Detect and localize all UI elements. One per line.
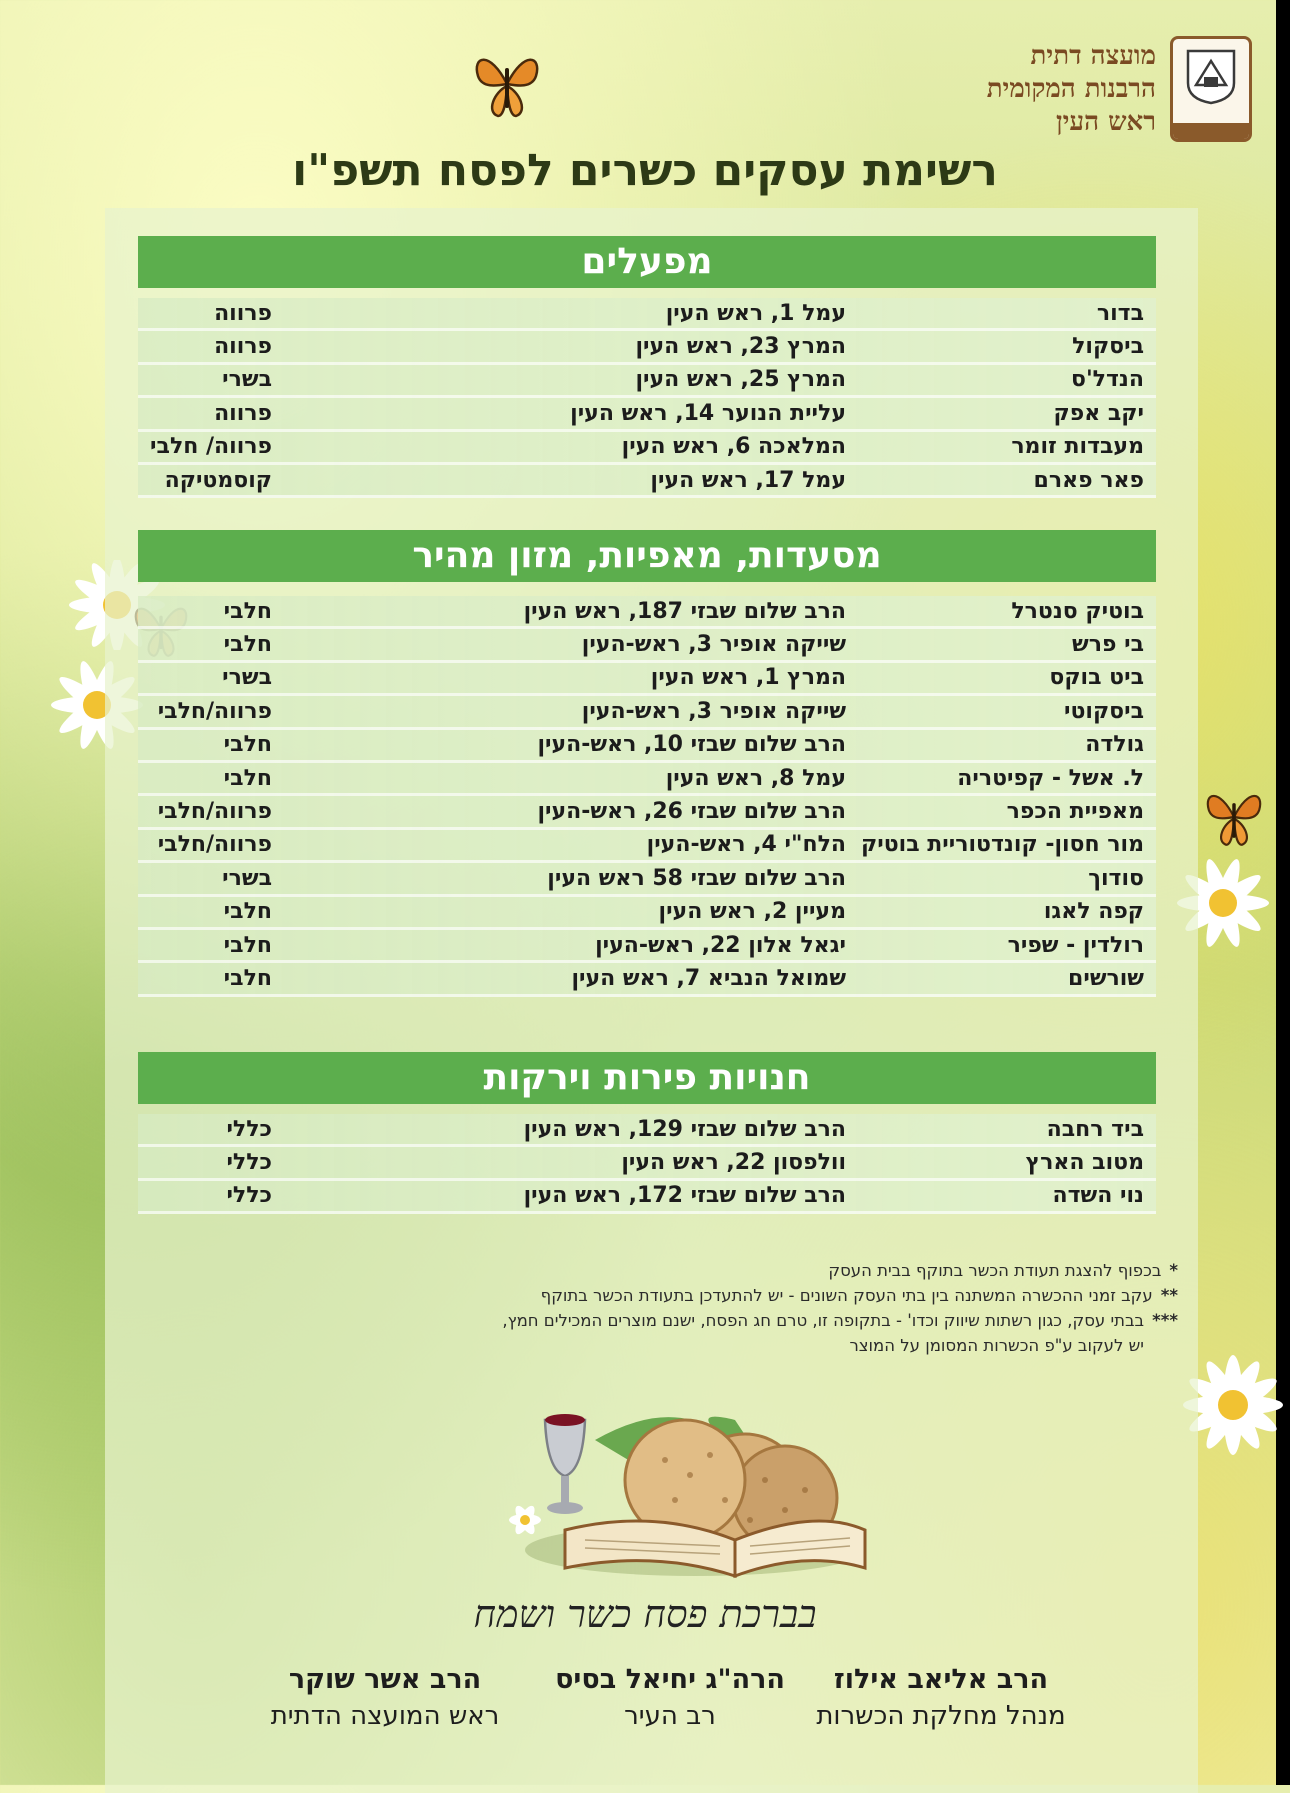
list-item	[138, 796, 1156, 829]
business-address: יגאל אלון 22, ראש-העין	[595, 932, 846, 958]
list-item	[138, 897, 1156, 930]
business-name: יקב אפק	[1053, 400, 1144, 426]
kashrut-type: חלבי	[223, 732, 272, 758]
list-item	[138, 930, 1156, 963]
business-address: מעיין 2, ראש העין	[658, 899, 846, 925]
page-title: רשימת עסקים כשרים לפסח תשפ"ו	[292, 145, 998, 196]
business-name: נוי השדה	[1052, 1183, 1144, 1209]
matzah-book-cup-illustration	[485, 1380, 875, 1590]
business-address: הרב שלום שבזי 129, ראש העין	[523, 1116, 846, 1142]
signer-kashrut-director	[796, 1662, 1086, 1734]
section-header-produce: חנויות פירות וירקות	[138, 1052, 1156, 1104]
business-address: הרב שלום שבזי 172, ראש העין	[523, 1183, 846, 1209]
business-name: מור חסון- קונדטוריית בוטיק	[861, 832, 1144, 858]
list-item	[138, 465, 1156, 498]
list-item	[138, 1181, 1156, 1214]
footnote-text: בכפוף להצגת תעודת הכשר בתוקף בבית העסק	[828, 1261, 1162, 1280]
business-name: מעבדות זומר	[1011, 434, 1144, 460]
business-name: רולדין - שפיר	[1007, 932, 1144, 958]
business-address: שייקה אופיר 3, ראש-העין	[581, 698, 846, 724]
business-name: הנדל'ס	[1070, 367, 1144, 393]
logo-line-rabbinate: הרבנות המקומית	[986, 73, 1156, 104]
signer-role: מנהל מחלקת הכשרות	[816, 1701, 1066, 1731]
section-header-factories: מפעלים	[138, 236, 1156, 288]
list-item	[138, 596, 1156, 629]
list-item	[138, 1114, 1156, 1147]
list-item	[138, 863, 1156, 896]
business-address: עמל 1, ראש העין	[665, 300, 846, 326]
list-item	[138, 298, 1156, 331]
business-name: פאר פארם	[1033, 467, 1144, 493]
kashrut-type: בשרי	[222, 367, 272, 393]
kashrut-type: פרווה/חלבי	[157, 799, 272, 825]
city-crest-icon	[1170, 36, 1252, 142]
business-name: גולדה	[1085, 732, 1144, 758]
business-address: עליית הנוער 14, ראש העין	[570, 400, 846, 426]
list-item	[138, 696, 1156, 729]
signer-name: הרב אליאב אילוז	[833, 1664, 1049, 1695]
kashrut-type: חלבי	[223, 899, 272, 925]
kashrut-type: כללי	[226, 1116, 272, 1142]
kashrut-type: קוסמטיקה	[164, 467, 272, 493]
business-name: ביד רחבה	[1046, 1116, 1144, 1142]
business-name: בי פרש	[1072, 632, 1144, 658]
business-name: ביט בוקס	[1049, 665, 1144, 691]
business-name: סודוך	[1088, 865, 1144, 891]
business-address: הרב שלום שבזי 187, ראש העין	[523, 598, 846, 624]
list-item	[138, 663, 1156, 696]
business-name: מאפיית הכפר	[1006, 799, 1144, 825]
kashrut-type: פרווה	[214, 300, 272, 326]
business-name: ביסקוטי	[1063, 698, 1144, 724]
kashrut-type: חלבי	[223, 932, 272, 958]
kashrut-type: בשרי	[222, 865, 272, 891]
restaurants-list	[138, 596, 1156, 997]
signer-council-head	[250, 1662, 520, 1734]
business-address: עמל 8, ראש העין	[665, 765, 846, 791]
list-item	[138, 365, 1156, 398]
logo-line-council: מועצה דתית	[1030, 40, 1156, 71]
business-name: מטוב הארץ	[1025, 1150, 1144, 1176]
signer-role: ראש המועצה הדתית	[270, 1701, 500, 1731]
list-item	[138, 331, 1156, 364]
list-item	[138, 763, 1156, 796]
kashrut-type: חלבי	[223, 765, 272, 791]
list-item	[138, 963, 1156, 996]
kashrut-type: פרווה/חלבי	[157, 698, 272, 724]
business-address: וולפסון 22, ראש העין	[621, 1150, 846, 1176]
kashrut-type: חלבי	[223, 965, 272, 991]
page-edge-bar	[1276, 0, 1290, 1785]
footnote-marker: *	[1169, 1261, 1178, 1280]
list-item	[138, 1147, 1156, 1180]
business-name: בדור	[1096, 300, 1144, 326]
footnote	[318, 1258, 1178, 1283]
business-name: ל. אשל - קפיטריה	[957, 765, 1144, 791]
footnote	[318, 1308, 1178, 1333]
list-item	[138, 398, 1156, 431]
business-name: ביסקול	[1072, 334, 1144, 360]
kashrut-type: חלבי	[223, 632, 272, 658]
butterfly-icon	[470, 46, 544, 122]
list-item	[138, 629, 1156, 662]
list-item	[138, 432, 1156, 465]
kashrut-type: פרווה/ חלבי	[150, 434, 272, 460]
business-address: הרב שלום שבזי 10, ראש-העין	[537, 732, 846, 758]
business-address: עמל 17, ראש העין	[650, 467, 846, 493]
business-name: שורשים	[1068, 965, 1144, 991]
list-item	[138, 830, 1156, 863]
holiday-greeting: בברכת פסח כשר ושמח	[473, 1592, 817, 1636]
footnote-text: עקב זמני ההכשרה המשתנה בין בתי העסק השונים - יש להתעדכן בתעודת הכשר בתוקף	[540, 1286, 1153, 1305]
signer-city-rabbi	[540, 1662, 800, 1734]
business-address: המלאכה 6, ראש העין	[621, 434, 846, 460]
footnotes	[318, 1258, 1178, 1358]
factories-list	[138, 298, 1156, 498]
footnote-marker: **	[1160, 1286, 1178, 1305]
footnote-text: בבתי עסק, כגון רשתות שיווק וכדו' - בתקופה זו, טרם חג הפסח, ישנם מוצרים המכילים חמץ,	[502, 1311, 1145, 1330]
business-name: קפה לאגו	[1043, 899, 1144, 925]
kashrut-type: פרווה	[214, 400, 272, 426]
footnote	[318, 1283, 1178, 1308]
kashrut-type: כללי	[226, 1183, 272, 1209]
signer-role: רב העיר	[624, 1701, 716, 1731]
business-name: בוטיק סנטרל	[1011, 598, 1144, 624]
kashrut-type: חלבי	[223, 598, 272, 624]
business-address: המרץ 1, ראש העין	[650, 665, 846, 691]
signer-name: הרה"ג יחיאל בסיס	[555, 1664, 785, 1695]
kashrut-type: פרווה/חלבי	[157, 832, 272, 858]
section-header-restaurants: מסעדות, מאפיות, מזון מהיר	[138, 530, 1156, 582]
kashrut-type: כללי	[226, 1150, 272, 1176]
kashrut-type: פרווה	[214, 334, 272, 360]
business-address: הלח"י 4, ראש-העין	[646, 832, 846, 858]
business-address: המרץ 25, ראש העין	[635, 367, 846, 393]
footnote-marker: ***	[1152, 1311, 1178, 1330]
footnote-continuation: יש לעקוב ע"פ הכשרות המסומן על המוצר	[849, 1336, 1144, 1355]
produce-list	[138, 1114, 1156, 1214]
logo-line-city: ראש העין	[1055, 106, 1156, 137]
list-item	[138, 730, 1156, 763]
butterfly-icon	[1198, 784, 1270, 850]
signer-name: הרב אשר שוקר	[288, 1664, 482, 1695]
business-address: שמואל הנביא 7, ראש העין	[571, 965, 846, 991]
business-address: הרב שלום שבזי 58 ראש העין	[547, 865, 846, 891]
business-address: שייקה אופיר 3, ראש-העין	[581, 632, 846, 658]
business-address: הרב שלום שבזי 26, ראש-העין	[537, 799, 846, 825]
business-address: המרץ 23, ראש העין	[635, 334, 846, 360]
religious-council-logo	[987, 36, 1252, 142]
kashrut-type: בשרי	[222, 665, 272, 691]
